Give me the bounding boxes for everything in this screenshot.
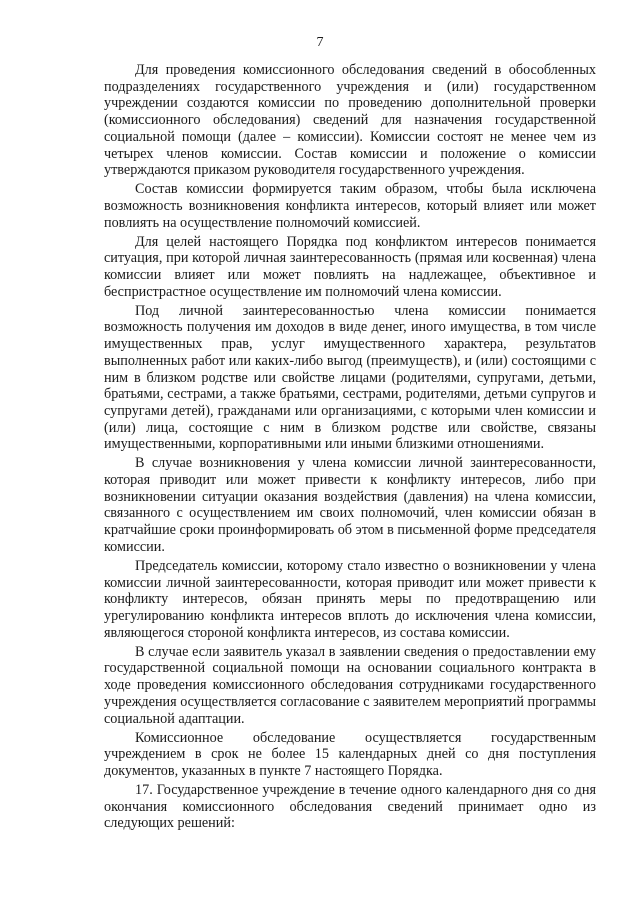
paragraph-member-obligation: В случае возникновения у члена комиссии личной заинтересованности, которая приводит или может привести к конфликту интересов, либо при возникновении ситуации оказания воздействия (давления) на члена комиссии, связанного с осуществлением им своих полномочий, член комиссии обязан в кратчайшие сроки проинформировать об этом в письменной форме председателя комиссии. (104, 455, 596, 555)
paragraph-item-17 (104, 782, 596, 832)
page-number: 7 (316, 35, 324, 50)
paragraph-composition: Состав комиссии формируется таким образом, чтобы была исключена возможность возникновения конфликта интересов, который влияет или может повлиять на осуществление полномочий комиссией. (104, 181, 596, 231)
item-number: 17. (135, 781, 153, 798)
paragraph-social-contract: В случае если заявитель указал в заявлении сведения о предоставлении ему государственной социальной помощи на основании социального контракта в ходе проведения комиссионного обследования сотрудниками государственного учреждения осуществляется согласование с заявителем мероприятий программы социальной адаптации. (104, 643, 596, 727)
paragraph-personal-interest: Под личной заинтересованностью члена комиссии понимается возможность получения им доходов в виде денег, иного имущества, в том числе имущественных прав, услуг имущественного характера, результатов выполненных работ или каких-либо выгод (преимуществ), и (или) состоящими с ним в близком родстве или свойстве лицами (родителями, супругами, детьми, братьями, сестрами, а также братьями, сестрами, родителями, детьми супругов и супругами детей), гражданами или организациями, с которыми член комиссии и (или) лица, состоящие с ним в близком родстве или свойстве, связаны имущественными, корпоративными или иными близкими отношениями. (104, 302, 596, 453)
item-17-text: Государственное учреждение в течение одного календарного дня со дня окончания комиссионного обследования сведений принимает одно из следующих решений: (104, 781, 597, 832)
paragraph-commissions: Для проведения комиссионного обследования сведений в обособленных подразделениях государственного учреждения и (или) государственном учреждении создаются комиссии по проведению дополнительной проверки (комиссионного обследования) сведений для назначения государственной социальной помощи (далее – комиссии). Комиссии состоят не менее чем из четырех членов комиссии. Состав комиссии и положение о комиссии утверждаются приказом руководителя государственного учреждения. (104, 62, 596, 179)
paragraph-conflict-definition: Для целей настоящего Порядка под конфликтом интересов понимается ситуация, при которой личная заинтересованность (прямая или косвенная) члена комиссии влияет или может повлиять на надлежащее, объективное и беспристрастное осуществление им полномочий члена комиссии. (104, 233, 596, 300)
paragraph-inspection-term: Комиссионное обследование осуществляется государственным учреждением в срок не более 15 календарных дней со дня поступления документов, указанных в пункте 7 настоящего Порядка. (104, 729, 596, 779)
paragraph-chairman-measures: Председатель комиссии, которому стало известно о возникновении у члена комиссии личной заинтересованности, которая приводит или может привести к конфликту интересов, обязан принять меры по предотвращению или урегулированию конфликта интересов вплоть до исключения члена комиссии, являющегося стороной конфликта интересов, из состава комиссии. (104, 557, 596, 641)
document-body (104, 62, 596, 834)
